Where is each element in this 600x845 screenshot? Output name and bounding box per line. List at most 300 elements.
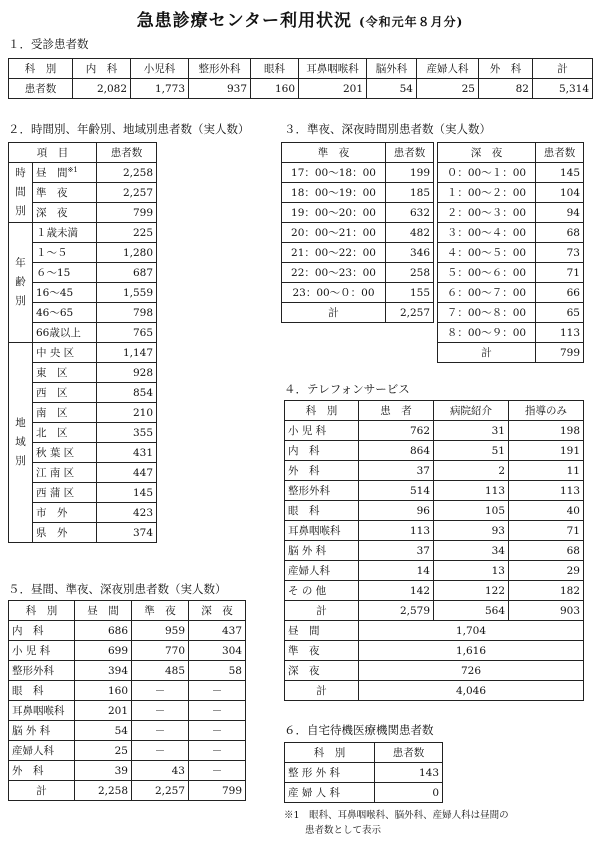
value-cell: 770 (132, 641, 189, 661)
column-header: 脳外科 (367, 59, 417, 79)
row-label: 産 婦 人 科 (285, 783, 375, 803)
table-row (438, 183, 584, 203)
row-label (33, 283, 97, 303)
row-label: 脳 外 科 (9, 721, 75, 741)
group-label-char: 年 (15, 257, 26, 269)
value-cell: 58 (189, 661, 246, 681)
row-label: 小 児 科 (9, 641, 75, 661)
row-label: 産婦人科 (9, 741, 75, 761)
row-label: 眼 科 (9, 681, 75, 701)
table-row (438, 283, 584, 303)
value-cell: 632 (386, 203, 434, 223)
value-cell: 96 (359, 501, 434, 521)
value-cell: － (132, 701, 189, 721)
value-cell: － (189, 701, 246, 721)
value-cell: 31 (434, 421, 509, 441)
table-row (9, 701, 246, 721)
subtitle-text: (令和元年８月分) (358, 15, 464, 29)
value-cell: 143 (375, 763, 443, 783)
row-label: 深 夜 (285, 661, 359, 681)
value-cell: 2,258 (97, 163, 157, 183)
row-label (33, 323, 97, 343)
column-header: 病院紹介 (434, 401, 509, 421)
value-cell: 39 (75, 761, 132, 781)
row-label (33, 223, 97, 243)
column-header: 産婦人科 (417, 59, 479, 79)
column-header: 内 科 (73, 59, 131, 79)
row-label: 18：00～19：00 (282, 183, 386, 203)
value-cell: 43 (132, 761, 189, 781)
table-row (9, 661, 246, 681)
value-cell: － (132, 681, 189, 701)
row-label (33, 183, 97, 203)
row-label: 20：00～21：00 (282, 223, 386, 243)
table-row (282, 223, 434, 243)
section-3-heading: ３．準夜、深夜時間別患者数（実人数） (284, 122, 491, 136)
table-row (438, 163, 584, 183)
row-label: 準 夜 (285, 641, 359, 661)
value-cell: 25 (75, 741, 132, 761)
value-cell: 765 (97, 323, 157, 343)
row-label: 患者数 (9, 79, 73, 99)
row-label: ３：00～４：00 (438, 223, 536, 243)
shinya-time-table (437, 142, 584, 363)
column-header: 深 夜 (438, 143, 536, 163)
value-cell: 423 (97, 503, 157, 523)
row-label-text: 西 蒲 区 (36, 487, 75, 499)
column-header: 患者数 (386, 143, 434, 163)
group-label-char: 域 (15, 436, 26, 448)
value-cell: 199 (386, 163, 434, 183)
row-label (33, 163, 97, 183)
home-standby-table (284, 742, 443, 803)
column-header: 計 (533, 59, 593, 79)
value-cell: 25 (417, 79, 479, 99)
value-cell: 1,280 (97, 243, 157, 263)
row-label-text: 東 区 (36, 367, 68, 379)
column-header: 患者数 (97, 143, 157, 163)
value-cell: 431 (97, 443, 157, 463)
row-label-text: 46～65 (36, 307, 74, 319)
table-row (438, 323, 584, 343)
group-label-char: 地 (15, 417, 26, 429)
row-label: ０：00～１：00 (438, 163, 536, 183)
time-age-area-table (8, 142, 157, 543)
table-row (9, 163, 157, 183)
value-cell: 959 (132, 621, 189, 641)
column-header: 患者数 (375, 743, 443, 763)
row-label: 19：00～20：00 (282, 203, 386, 223)
row-label-text: 昼 間 (36, 167, 68, 179)
value-cell: 160 (251, 79, 299, 99)
value-cell: － (189, 741, 246, 761)
value-cell: 185 (386, 183, 434, 203)
row-label: 22：00～23：00 (282, 263, 386, 283)
value-cell: 94 (536, 203, 584, 223)
value-cell: 1,616 (359, 641, 584, 661)
table-row (285, 461, 584, 481)
table-row (282, 183, 434, 203)
table-row (285, 641, 584, 661)
row-label: 眼 科 (285, 501, 359, 521)
value-cell: 191 (509, 441, 584, 461)
value-cell: 201 (299, 79, 367, 99)
value-cell: 113 (434, 481, 509, 501)
table-row (285, 661, 584, 681)
table-row (9, 343, 157, 363)
row-label: そ の 他 (285, 581, 359, 601)
table-row (285, 541, 584, 561)
column-header: 小児科 (131, 59, 189, 79)
row-label: 整 形 外 科 (285, 763, 375, 783)
row-label: 耳鼻咽喉科 (285, 521, 359, 541)
table-row (285, 421, 584, 441)
value-cell: 113 (509, 481, 584, 501)
column-header: 科 別 (285, 401, 359, 421)
group-label (9, 223, 33, 343)
value-cell: 51 (434, 441, 509, 461)
value-cell: 514 (359, 481, 434, 501)
footnote-line-2: 患者数として表示 (305, 825, 382, 836)
row-label: 17：00～18：00 (282, 163, 386, 183)
total-value: 564 (434, 601, 509, 621)
value-cell: 68 (536, 223, 584, 243)
value-cell: 1,147 (97, 343, 157, 363)
value-cell: － (132, 741, 189, 761)
value-cell: 13 (434, 561, 509, 581)
row-label: 脳 外 科 (285, 541, 359, 561)
row-label-text: 16～45 (36, 287, 74, 299)
group-label-char: 別 (15, 205, 26, 217)
total-label: 計 (285, 681, 359, 701)
row-label: 整形外科 (9, 661, 75, 681)
value-cell: 182 (509, 581, 584, 601)
value-cell: 93 (434, 521, 509, 541)
total-value: 2,258 (75, 781, 132, 801)
row-label: 外 科 (9, 761, 75, 781)
total-value: 4,046 (359, 681, 584, 701)
footnote-mark: ※1 (284, 810, 300, 821)
value-cell: 142 (359, 581, 434, 601)
value-cell: 37 (359, 461, 434, 481)
value-cell: 374 (97, 523, 157, 543)
row-label: 耳鼻咽喉科 (9, 701, 75, 721)
column-header: 準 夜 (132, 601, 189, 621)
column-header: 科 別 (9, 59, 73, 79)
column-header: 深 夜 (189, 601, 246, 621)
row-label-text: 北 区 (36, 427, 68, 439)
column-header: 科 別 (9, 601, 75, 621)
value-cell: 699 (75, 641, 132, 661)
group-label (9, 163, 33, 223)
section-2-heading: ２．時間別、年齢別、地域別患者数（実人数） (8, 122, 250, 136)
row-label-text: 深 夜 (36, 207, 68, 219)
total-row (438, 343, 584, 363)
value-cell: 437 (189, 621, 246, 641)
patients-by-department-table (8, 58, 593, 99)
value-cell: 304 (189, 641, 246, 661)
value-cell: 687 (97, 263, 157, 283)
header-row (438, 143, 584, 163)
table-row (285, 501, 584, 521)
section-6-heading: ６．自宅待機医療機関患者数 (284, 723, 434, 737)
value-cell: 68 (509, 541, 584, 561)
value-cell: 1,559 (97, 283, 157, 303)
value-cell: 2,082 (73, 79, 131, 99)
row-label (33, 363, 97, 383)
row-label (33, 203, 97, 223)
table-row (285, 521, 584, 541)
group-label (9, 343, 33, 543)
value-cell: － (189, 761, 246, 781)
value-cell: 937 (189, 79, 251, 99)
table-row (438, 203, 584, 223)
total-row (285, 601, 584, 621)
row-label: ７：00～８：00 (438, 303, 536, 323)
row-label: 外 科 (285, 461, 359, 481)
header-row (9, 143, 157, 163)
value-cell: 394 (75, 661, 132, 681)
header-row (282, 143, 434, 163)
row-label (33, 423, 97, 443)
value-cell: 2,257 (97, 183, 157, 203)
total-label: 計 (285, 601, 359, 621)
column-header: 準 夜 (282, 143, 386, 163)
value-cell: 155 (386, 283, 434, 303)
footnote-line-1: 眼科、耳鼻咽喉科、脳外科、産婦人科は昼間の (309, 810, 509, 821)
row-label (33, 483, 97, 503)
value-cell: 225 (97, 223, 157, 243)
value-cell: 145 (536, 163, 584, 183)
value-cell: 762 (359, 421, 434, 441)
row-label (33, 463, 97, 483)
section-4-heading: ４．テレフォンサービス (284, 382, 410, 396)
value-cell: 71 (509, 521, 584, 541)
value-cell: 799 (97, 203, 157, 223)
row-label: 21：00～22：00 (282, 243, 386, 263)
table-row (438, 303, 584, 323)
row-label: 内 科 (285, 441, 359, 461)
value-cell: 864 (359, 441, 434, 461)
column-header: 患者数 (536, 143, 584, 163)
table-row (282, 163, 434, 183)
group-label-char: 間 (15, 186, 26, 198)
value-cell: 5,314 (533, 79, 593, 99)
table-row (438, 223, 584, 243)
value-cell: 11 (509, 461, 584, 481)
table-row (282, 203, 434, 223)
row-label (33, 503, 97, 523)
header-row (285, 743, 443, 763)
row-label: 産婦人科 (285, 561, 359, 581)
table-row (282, 263, 434, 283)
section-1-heading: １．受診患者数 (8, 37, 89, 51)
junya-time-table (281, 142, 434, 323)
row-label-text: 中 央 区 (36, 347, 75, 359)
row-label (33, 523, 97, 543)
row-label: １：00～２：00 (438, 183, 536, 203)
column-header: 項 目 (9, 143, 97, 163)
value-cell: 447 (97, 463, 157, 483)
total-value: 2,257 (386, 303, 434, 323)
value-cell: 54 (367, 79, 417, 99)
row-label (33, 443, 97, 463)
value-cell: 0 (375, 783, 443, 803)
total-row (282, 303, 434, 323)
total-value: 799 (189, 781, 246, 801)
row-label-text: 西 区 (36, 387, 68, 399)
value-cell: 34 (434, 541, 509, 561)
row-label-text: 秋 葉 区 (36, 447, 75, 459)
table-row (285, 481, 584, 501)
table-row (285, 441, 584, 461)
table-row (9, 621, 246, 641)
row-label: 昼 間 (285, 621, 359, 641)
value-cell: 105 (434, 501, 509, 521)
header-row (285, 401, 584, 421)
group-label-char: 齢 (15, 276, 26, 288)
table-row (9, 641, 246, 661)
header-row (9, 601, 246, 621)
value-cell: 854 (97, 383, 157, 403)
table-row (438, 243, 584, 263)
row-label-text: 準 夜 (36, 187, 68, 199)
table-row (285, 621, 584, 641)
row-label: ６：00～７：00 (438, 283, 536, 303)
value-cell: － (189, 681, 246, 701)
value-cell: 198 (509, 421, 584, 441)
value-cell: 29 (509, 561, 584, 581)
table-row (285, 763, 443, 783)
table-row (285, 581, 584, 601)
total-label: 計 (282, 303, 386, 323)
table-row (9, 79, 593, 99)
row-label (33, 303, 97, 323)
value-cell: 40 (509, 501, 584, 521)
telephone-service-table (284, 400, 584, 701)
value-cell: 73 (536, 243, 584, 263)
group-label-char: 別 (15, 295, 26, 307)
value-cell: 104 (536, 183, 584, 203)
table-row (282, 283, 434, 303)
value-cell: 1,704 (359, 621, 584, 641)
value-cell: 355 (97, 423, 157, 443)
page-title (0, 6, 600, 31)
total-value: 2,579 (359, 601, 434, 621)
value-cell: 82 (479, 79, 533, 99)
total-value: 903 (509, 601, 584, 621)
total-label: 計 (438, 343, 536, 363)
table-row (285, 783, 443, 803)
value-cell: 145 (97, 483, 157, 503)
table-row (9, 223, 157, 243)
total-row (9, 781, 246, 801)
row-label-text: 市 外 (36, 507, 68, 519)
table-row (9, 721, 246, 741)
table-row (9, 681, 246, 701)
footnote (284, 808, 509, 838)
group-label-char: 時 (15, 167, 26, 179)
value-cell: 113 (359, 521, 434, 541)
row-label: 小 児 科 (285, 421, 359, 441)
column-header: 眼科 (251, 59, 299, 79)
column-header: 患 者 (359, 401, 434, 421)
column-header: 外 科 (479, 59, 533, 79)
title-text: 急患診療センター利用状況 (136, 11, 353, 31)
value-cell: 71 (536, 263, 584, 283)
row-label-text: 県 外 (36, 527, 68, 539)
group-label-char: 別 (15, 455, 26, 467)
row-label (33, 243, 97, 263)
value-cell: 160 (75, 681, 132, 701)
value-cell: 201 (75, 701, 132, 721)
value-cell: 113 (536, 323, 584, 343)
column-header: 科 別 (285, 743, 375, 763)
value-cell: 485 (132, 661, 189, 681)
value-cell: 928 (97, 363, 157, 383)
table-row (9, 741, 246, 761)
value-cell: － (132, 721, 189, 741)
row-label: ８：00～９：00 (438, 323, 536, 343)
value-cell: 346 (386, 243, 434, 263)
row-label (33, 263, 97, 283)
value-cell: 210 (97, 403, 157, 423)
value-cell: 798 (97, 303, 157, 323)
row-label-text: ６～15 (36, 267, 71, 279)
row-label (33, 403, 97, 423)
value-cell: 258 (386, 263, 434, 283)
footnote-mark: ※1 (67, 166, 78, 174)
row-label-text: 南 区 (36, 407, 68, 419)
row-label: 内 科 (9, 621, 75, 641)
table-row (282, 243, 434, 263)
value-cell: 726 (359, 661, 584, 681)
value-cell: 65 (536, 303, 584, 323)
column-header: 昼 間 (75, 601, 132, 621)
value-cell: 686 (75, 621, 132, 641)
value-cell: 54 (75, 721, 132, 741)
value-cell: 2 (434, 461, 509, 481)
column-header: 指導のみ (509, 401, 584, 421)
row-label: ２：00～３：00 (438, 203, 536, 223)
total-value: 2,257 (132, 781, 189, 801)
value-cell: 14 (359, 561, 434, 581)
row-label-text: 66歳以上 (36, 327, 81, 339)
total-row (285, 681, 584, 701)
row-label: ４：00～５：00 (438, 243, 536, 263)
value-cell: 482 (386, 223, 434, 243)
row-label-text: １歳未満 (36, 227, 78, 239)
table-row (9, 761, 246, 781)
total-value: 799 (536, 343, 584, 363)
row-label-text: １～５ (36, 247, 68, 259)
column-header: 耳鼻咽喉科 (299, 59, 367, 79)
table-row (285, 561, 584, 581)
total-label: 計 (9, 781, 75, 801)
column-header: 整形外科 (189, 59, 251, 79)
value-cell: 1,773 (131, 79, 189, 99)
row-label: 整形外科 (285, 481, 359, 501)
section-5-heading: ５．昼間、準夜、深夜別患者数（実人数） (8, 582, 227, 596)
row-label (33, 383, 97, 403)
value-cell: 37 (359, 541, 434, 561)
value-cell: 122 (434, 581, 509, 601)
row-label-text: 江 南 区 (36, 467, 75, 479)
value-cell: 66 (536, 283, 584, 303)
row-label (33, 343, 97, 363)
table-row (438, 263, 584, 283)
header-row (9, 59, 593, 79)
